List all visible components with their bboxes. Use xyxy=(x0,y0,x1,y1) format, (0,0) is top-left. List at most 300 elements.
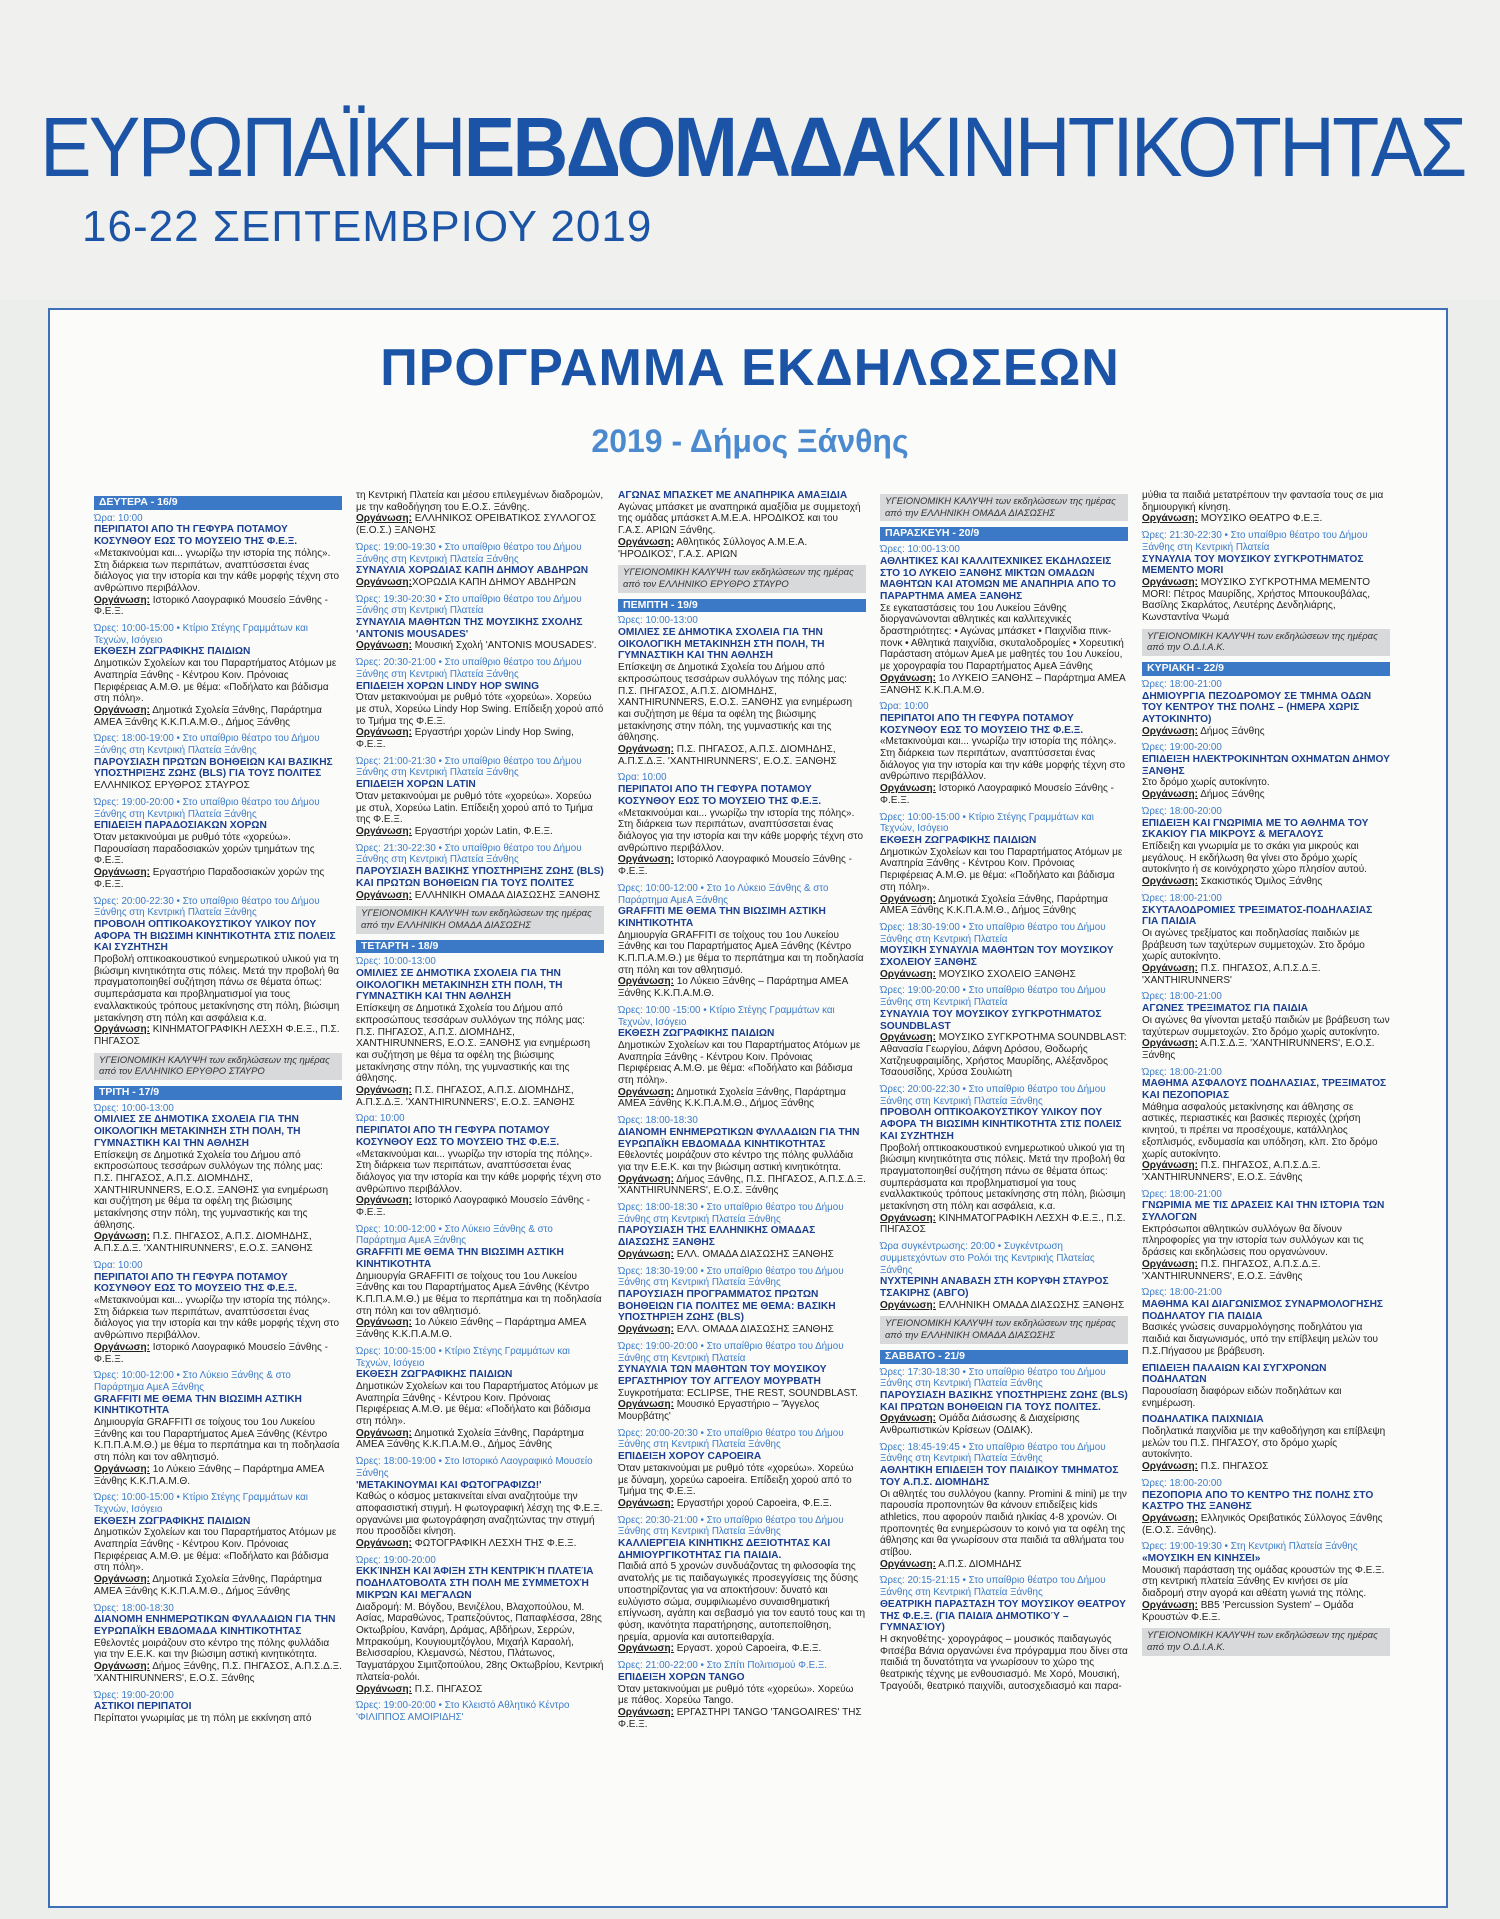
organizer-name: ΕΛΛ. ΟΜΑΔΑ ΔΙΑΣΩΣΗΣ ΞΑΝΘΗΣ xyxy=(673,1248,834,1260)
event-time: Ώρες: 18:30-19:00 • Στο υπαίθριο θέατρο του Δήμου Ξάνθης στη Κεντρική Πλατεία xyxy=(880,921,1106,945)
organizer-name: ΚΙΝΗΜΑΤΟΓΡΑΦΙΚΗ ΛΕΣΧΗ Φ.Ε.Ξ., Π.Σ. ΠΗΓΑΣΟΣ xyxy=(94,1024,340,1047)
event-description: Οι αθλητές του συλλόγου (kanny. Promini & mini) με την παρουσία προπονητών θα κάνουν επιδείξεις kids athletics, που αφορούν παιδιά ηλικίας 4-8 χρονών. Οι προπονητές θα ενημερώσουν το κοινό για τα οφέλη της άθλησης και θα γνωρίσουν στα παιδιά τα αθλήματα του στίβου. xyxy=(880,1488,1127,1559)
event-item xyxy=(94,1690,342,1725)
event-description: «Μετακινούμαι και... γνωρίζω την ιστορία της πόλης». Στη διάρκεια των περιπάτων, αναπτύσσεται ένας διάλογος για την ιστορία και την κάθε μορφής τέχνη στο ανθρώπινο περιβάλλον. xyxy=(356,1148,602,1195)
organizer-label: Οργάνωση: xyxy=(94,1231,150,1243)
program-column-2 xyxy=(356,490,604,1729)
poster-title: ΕΥΡΩΠΑΪΚΗΕΒΔΟΜΑΔΑΚΙΝΗΤΙΚΟΤΗΤΑΣ xyxy=(40,100,1465,194)
event-organizer xyxy=(618,1087,866,1110)
organizer-name: Π.Σ. ΠΗΓΑΣΟΣ, Α.Π.Σ.Δ.Ξ. 'XANTHIRUNNERS', Ε.Ο.Σ. Ξάνθης xyxy=(1142,1258,1321,1282)
event-organizer xyxy=(880,1032,1128,1079)
event-time: Ώρες: 18:00-20:00 xyxy=(1142,1477,1222,1489)
event-organizer xyxy=(356,513,604,536)
event-title: ΑΓΩΝΑΣ ΜΠΑΣΚΕΤ ΜΕ ΑΝΑΠΗΡΙΚΑ ΑΜΑΞΙΔΙΑ xyxy=(618,490,848,501)
organizer-name: Π.Σ. ΠΗΓΑΣΟΣ, Α.Π.Σ.Δ.Ξ. 'XANTHIRUNNERS' xyxy=(1142,963,1321,986)
event-time: Ώρες: 20:30-21:00 • Στο υπαίθριο θέατρο του Δήμου Ξάνθης στη Κεντρική Πλατεία Ξάνθης xyxy=(356,657,582,680)
event-item xyxy=(1142,490,1390,525)
organizer-name: ΜΟΥΣΙΚΟ ΣΧΟΛΕΙΟ ΞΑΝΘΗΣ xyxy=(935,968,1076,980)
event-title: GRAFFITI ΜΕ ΘΕΜΑ ΤΗΝ ΒΙΩΣΙΜΗ ΑΣΤΙΚΗ ΚΙΝΗΤΙΚΟΤΗΤΑ xyxy=(94,1393,302,1417)
event-description: Περίπατοι γνωριμίας με τη πόλη με εκκίνηση από xyxy=(94,1712,312,1724)
organizer-label: Οργάνωση: xyxy=(1142,513,1198,525)
event-title: ΠΡΟΒΟΛΗ ΟΠΤΙΚΟΑΚΟΥΣΤΙΚΟΥ ΥΛΙΚΟΥ ΠΟΥ ΑΦΟΡΑ ΤΗ ΒΙΩΣΙΜΗ ΚΙΝΗΤΙΚΟΤΗΤΑ ΣΤΙΣ ΠΟΛΕΙΣ ΚΑΙ ΣΥΖΗΤΗΣΗ xyxy=(880,1107,1122,1142)
organizer-label: Οργάνωση: xyxy=(618,1643,674,1655)
organizer-label: Οργάνωση: xyxy=(1142,1258,1198,1270)
event-title: ΕΠΙΔΕΙΞΗ ΧΟΡΩΝ TANGO xyxy=(618,1671,745,1683)
event-item xyxy=(94,797,342,891)
organizer-label: Οργάνωση: xyxy=(356,1538,412,1550)
event-title: ΟΜΙΛΙΕΣ ΣΕ ΔΗΜΟΤΙΚΑ ΣΧΟΛΕΙΑ ΓΙΑ ΤΗΝ ΟΙΚΟΛΟΓΙΚΗ ΜΕΤΑΚΙΝΗΣΗ ΣΤΗ ΠΟΛΗ, ΤΗ ΓΥΜΝΑΣΤΙΚΗ ΚΑΙ ΤΗΝ ΑΘΛΗΣΗ xyxy=(618,627,825,662)
organizer-label: Οργάνωση: xyxy=(356,1195,412,1207)
event-item xyxy=(880,922,1128,981)
organizer-label: Οργάνωση: xyxy=(356,889,412,901)
event-time: Ώρες: 17:30-18:30 • Στο υπαίθριο θέατρο του Δήμου Ξάνθης στη Κεντρική Πλατεία Ξάνθης xyxy=(880,1366,1106,1390)
organizer-name: Δημοτικά Σχολεία Ξάνθης, Παράρτημα ΑΜΕΑ Ξάνθης Κ.Κ.Π.Α.Μ.Θ., Δήμος Ξάνθης xyxy=(880,893,1108,917)
event-title: ΚΑΛΛΙΕΡΓΕΙΑ ΚΙΝΗΤΙΚΗΣ ΔΕΞΙΟΤΗΤΑΣ ΚΑΙ ΔΗΜΙΟΥΡΓΙΚΟΤΗΤΑΣ ΓΙΑ ΠΑΙΔΙΑ. xyxy=(618,1538,831,1561)
event-time: Ώρες: 18:00-19:00 • Στο Ιστορικό Λαογραφικό Μουσείο Ξάνθης xyxy=(356,1456,593,1479)
organizer-label: Οργάνωση: xyxy=(1142,1599,1198,1611)
organizer-name: Εργαστ. χορού Capoeira, Φ.Ε.Ξ. xyxy=(673,1643,822,1655)
event-organizer xyxy=(356,727,604,750)
event-time: Ώρες: 21:30-22:30 • Στο υπαίθριο θέατρο του Δήμου Ξάνθης στη Κεντρική Πλατεία xyxy=(1142,530,1368,553)
event-time: Ώρες: 20:15-21:15 • Στο υπαίθριο θέατρο του Δήμου Ξάνθης στη Κεντρική Πλατεία Ξάνθης xyxy=(880,1575,1106,1599)
event-description: Όταν μετακινούμαι με ρυθμό τότε «χορεύω». Χορεύω με δύναμη, χορεύω capoeira. Επίδειξη χορού από το Τμήμα της Φ.Ε.Ξ. xyxy=(618,1462,854,1498)
poster-header xyxy=(0,0,1500,300)
coverage-note: ΥΓΕΙΟΝΟΜΙΚΗ ΚΑΛΥΨΗ των εκδηλώσεων της ημέρας από την Ο.Δ.Ι.Α.Κ. xyxy=(1142,1628,1390,1655)
organizer-name: Δημοτικά Σχολεία Ξάνθης, Παράρτημα ΑΜΕΑ Ξάνθης Κ.Κ.Π.Α.Μ.Θ., Δήμος Ξάνθης xyxy=(618,1086,846,1110)
event-time: Ώρες: 10:00-13:00 xyxy=(880,544,960,556)
event-description: Επίδειξη και γνωριμία με το σκάκι για μικρούς και μεγάλους. Η εκδήλωση θα γίνει στο δρόμο χωρίς αυτοκίνητο ή σε κοινόχρηστο χώρο πλησίον αυτού. xyxy=(1142,840,1367,876)
event-title: GRAFFITI ΜΕ ΘΕΜΑ ΤΗΝ ΒΙΩΣΙΜΗ ΑΣΤΙΚΗ ΚΙΝΗΤΙΚΟΤΗΤΑ xyxy=(356,1247,564,1270)
program-column-4 xyxy=(880,490,1128,1698)
event-title: ΟΜΙΛΙΕΣ ΣΕ ΔΗΜΟΤΙΚΑ ΣΧΟΛΕΙΑ ΓΙΑ ΤΗΝ ΟΙΚΟΛΟΓΙΚΗ ΜΕΤΑΚΙΝΗΣΗ ΣΤΗ ΠΟΛΗ, ΤΗ ΓΥΜΝΑΣΤΙΚΗ ΚΑΙ ΤΗΝ ΑΘΛΗΣΗ xyxy=(94,1114,301,1149)
organizer-name: Σκακιστικός Όμιλος Ξάνθης xyxy=(1197,876,1323,888)
program-title: ΠΡΟΓΡΑΜΜΑ ΕΚΔΗΛΩΣΕΩΝ xyxy=(380,339,1120,397)
event-time: Ώρες: 18:00-21:00 xyxy=(1142,678,1222,690)
event-item xyxy=(880,1241,1128,1311)
event-organizer xyxy=(356,1428,604,1451)
event-item xyxy=(880,812,1128,917)
event-item xyxy=(1142,1363,1390,1410)
event-title: ΑΣΤΙΚΟΙ ΠΕΡΙΠΑΤΟΙ xyxy=(94,1701,192,1713)
organizer-name: Εργαστήριο Παραδοσιακών χορών της Φ.Ε.Ξ. xyxy=(94,867,325,890)
event-title: ΠΕΡΙΠΑΤΟΙ ΑΠΟ ΤΗ ΓΕΦΥΡΑ ΠΟΤΑΜΟΥ ΚΟΣΥΝΘΟΥ ΕΩΣ ΤΟ ΜΟΥΣΕΙΟ ΤΗΣ Φ.Ε.Ξ. xyxy=(880,712,1084,736)
event-title: ΕΠΙΔΕΙΞΗ ΠΑΡΑΔΟΣΙΑΚΩΝ ΧΟΡΩΝ xyxy=(94,820,267,832)
event-description: Επίσκεψη σε Δημοτικά Σχολεία του Δήμου από εκπροσώπους τεσσάρων συλλόγων της πόλης μας: Π.Σ. ΠΗΓΑΣΟΣ, Α.Π.Σ. ΔΙΟΜΗΔΗΣ, XANTHIRUNNERS, Ε.Ο.Σ. ΞΑΝΘΗΣ για ενημέρωση και συζήτηση με θέμα τα οφέλη της βιώσιμης μετακίνησης στην πόλη, της γυμναστικής και της άθλησης. xyxy=(94,1149,329,1231)
event-description: Προβολή οπτικοακουστικού ενημερωτικού υλικού για τη βιώσιμη κινητικότητα στις πόλεις. Μετά την προβολή θα πραγματοποιηθεί συζήτηση πάνω σε θέματα όπως: συμπεράσματα και προβληματισμοί για τους εναλλακτικούς τρόπους μετακίνησης στη πόλη, βιώσιμη μετακίνηση στη πόλη και ασφάλεια, κ.α. xyxy=(880,1142,1126,1213)
event-time: Ώρες: 19:00-20:00 • Στο Κλειστό Αθλητικό Κέντρο 'ΦΙΛΙΠΠΟΣ ΑΜΟΙΡΙΔΗΣ' xyxy=(356,1700,570,1723)
organizer-label: Οργάνωση: xyxy=(880,1212,936,1224)
organizer-label: Οργάνωση: xyxy=(356,640,412,652)
event-time: Ώρες: 20:00-22:30 • Στο υπαίθριο θέατρο του Δήμου Ξάνθης στη Κεντρική Πλατεία Ξάνθης xyxy=(880,1084,1106,1107)
organizer-name: 1ο Λύκειο Ξάνθης – Παράρτημα ΑΜΕΑ Ξάνθης Κ.Κ.Π.Α.Μ.Θ. xyxy=(94,1463,324,1487)
event-organizer xyxy=(880,894,1128,917)
event-description: Δημοτικών Σχολείων και του Παραρτήματος Ατόμων με Αναπηρία Ξάνθης - Κέντρου Κοιν. Πρόνοιας Περιφέρειας Α.Μ.Θ. με θέμα: «Ποδήλατο και βάδισμα στη πόλη». xyxy=(94,658,337,705)
event-item xyxy=(356,1555,604,1695)
event-description: Οι αγώνες θα γίνονται μεταξύ παιδιών με βράβευση των ταχύτερων συμμετοχών. Στο δρόμο χωρίς αυτοκίνητο. xyxy=(1142,1014,1390,1038)
event-organizer xyxy=(1142,1259,1390,1282)
event-organizer xyxy=(356,577,604,589)
event-organizer xyxy=(618,1707,866,1730)
program-column-3 xyxy=(618,490,866,1735)
event-item xyxy=(618,883,866,1000)
event-item xyxy=(94,623,342,728)
event-item xyxy=(1142,1067,1390,1184)
organizer-name: ΦΩΤΟΓΡΑΦΙΚΗ ΛΕΣΧΗ ΤΗΣ Φ.Ε.Ξ. xyxy=(411,1538,577,1550)
event-item xyxy=(880,544,1128,696)
event-item xyxy=(1142,1414,1390,1473)
organizer-label: Οργάνωση: xyxy=(1142,1160,1198,1172)
organizer-name: Π.Σ. ΠΗΓΑΣΟΣ, Α.Π.Σ. ΔΙΟΜΗΔΗΣ, Α.Π.Σ.Δ.Ξ. 'XANTHIRUNNERS', Ε.Ο.Σ. ΞΑΝΘΗΣ xyxy=(356,1085,575,1108)
organizer-name: Δήμος Ξάνθης, Π.Σ. ΠΗΓΑΣΟΣ, Α.Π.Σ.Δ.Ξ. 'XANTHIRUNNERS', Ε.Ο.Σ. Ξάνθης xyxy=(618,1173,866,1197)
event-time: Ώρες: 20:30-21:00 • Στο υπαίθριο θέατρο του Δήμου Ξάνθης στη Κεντρική Πλατεία Ξάνθης xyxy=(618,1514,844,1538)
coverage-note: ΥΓΕΙΟΝΟΜΙΚΗ ΚΑΛΥΨΗ των εκδηλώσεων της ημέρας από την ΕΛΛΗΝΙΚΗ ΟΜΑΔΑ ΔΙΑΣΩΣΗΣ xyxy=(880,1316,1128,1343)
event-time: Ώρες: 10:00-15:00 • Κτίριο Στέγης Γραμμάτων και Τεχνών, Ισόγειο xyxy=(94,1492,308,1515)
event-item xyxy=(618,1266,866,1336)
organizer-name: Ιστορικό Λαογραφικό Μουσείο Ξάνθης - Φ.Ε.Ξ. xyxy=(880,783,1114,806)
event-item xyxy=(880,1367,1128,1437)
event-organizer xyxy=(880,1300,1128,1312)
organizer-name: ΕΛΛΗΝΙΚΟΣ ΟΡΕΙΒΑΤΙΚΟΣ ΣΥΛΛΟΓΟΣ (Ε.Ο.Σ.) ΞΑΝΘΗΣ xyxy=(356,513,597,537)
organizer-label: Οργάνωση: xyxy=(356,576,412,588)
coverage-note: ΥΓΕΙΟΝΟΜΙΚΗ ΚΑΛΥΨΗ των εκδηλώσεων της ημέρας από την ΕΛΛΗΝΙΚΗ ΟΜΑΔΑ ΔΙΑΣΩΣΗΣ xyxy=(356,906,604,933)
event-time: Ώρες: 10:00-13:00 xyxy=(618,615,698,627)
event-description: Στο δρόμο χωρίς αυτοκίνητο. xyxy=(1142,777,1270,789)
event-title: ΑΘΛΗΤΙΚΕΣ ΚΑΙ ΚΑΛΛΙΤΕΧΝΙΚΕΣ ΕΚΔΗΛΩΣΕΙΣ ΣΤΟ 1Ο ΛΥΚΕΙΟ ΞΑΝΘΗΣ ΜΙΚΤΩΝ ΟΜΑΔΩΝ ΜΑΘΗΤΩΝ ΚΑΙ ΑΤΟΜΩΝ ΜΕ ΑΝΑΠΗΡΙΑ ΑΠΟ ΤΟ ΠΑΡΑΡΤΗΜΑ ΑΜΕΑ ΞΑΝΘΗΣ xyxy=(880,555,1116,602)
event-item xyxy=(94,513,342,618)
organizer-label: Οργάνωση: xyxy=(618,1706,674,1718)
event-title: ΜΑΘΗΜΑ ΑΣΦΑΛΟΥΣ ΠΟΔΗΛΑΣΙΑΣ, ΤΡΕΞΙΜΑΤΟΣ ΚΑΙ ΠΕΖΟΠΟΡΙΑΣ xyxy=(1142,1078,1387,1102)
event-organizer xyxy=(618,1643,866,1655)
event-organizer xyxy=(618,1324,866,1336)
event-title: 'ΜΕΤΑΚΙΝΟΥΜΑΙ ΚΑΙ ΦΩΤΟΓΡΑΦΙΖΩ!' xyxy=(356,1479,542,1491)
event-organizer xyxy=(880,1413,1128,1436)
program-columns xyxy=(94,490,1424,1890)
event-time: Ώρες: 18:00-18:30 • Στο υπαίθριο θέατρο του Δήμου Ξάνθης στη Κεντρική Πλατεία Ξάνθης xyxy=(618,1202,844,1225)
organizer-name: Π.Σ. ΠΗΓΑΣΟΣ, Α.Π.Σ. ΔΙΟΜΗΔΗΣ, Α.Π.Σ.Δ.Ξ. 'XANTHIRUNNERS', Ε.Ο.Σ. ΞΑΝΘΗΣ xyxy=(94,1231,313,1255)
organizer-name: Δημοτικά Σχολεία Ξάνθης, Παράρτημα ΑΜΕΑ Ξάνθης Κ.Κ.Π.Α.Μ.Θ., Δήμος Ξάνθης xyxy=(356,1427,584,1451)
event-time: Ώρες: 18:00-20:00 xyxy=(1142,805,1222,817)
organizer-label: Οργάνωση: xyxy=(94,867,150,879)
event-description: Καθώς ο κόσμος μετακινείται είναι αναζητούμε την αποφασιστική στιγμή. Η φωτογραφική λέσχη της Φ.Ε.Ξ. οργανώνει μια φωτογράφηση αναζητώντας την στιγμή που προσδίδει κίνηση. xyxy=(356,1491,603,1538)
event-time: Ώρες: 21:30-22:30 • Στο υπαίθριο θέατρο του Δήμου Ξάνθης στη Κεντρική Πλατεία Ξάνθης xyxy=(356,842,582,866)
event-description: Όταν μετακινούμαι με ρυθμό τότε «χορεύω». Χορεύω με στυλ, Χορεύω Lindy Hop Swing. Επίδειξη χορού από το Τμήμα της Φ.Ε.Ξ. xyxy=(356,692,604,727)
organizer-name: Ιστορικό Λαογραφικό Μουσείο Ξάνθης - Φ.Ε.Ξ. xyxy=(356,1195,590,1219)
event-item xyxy=(618,1660,866,1730)
event-organizer xyxy=(1142,513,1390,525)
event-organizer xyxy=(94,1024,342,1047)
event-title: ΠΑΡΟΥΣΙΑΣΗ ΤΗΣ ΕΛΛΗΝΙΚΗΣ ΟΜΑΔΑΣ ΔΙΑΣΩΣΗΣ ΞΑΝΘΗΣ xyxy=(618,1225,816,1249)
event-item xyxy=(618,1341,866,1423)
event-organizer xyxy=(94,595,342,618)
organizer-name: ΕΛΛ. ΟΜΑΔΑ ΔΙΑΣΩΣΗΣ ΞΑΝΘΗΣ xyxy=(673,1324,834,1336)
organizer-name: Δημοτικά Σχολεία Ξάνθης, Παράρτημα ΑΜΕΑ Ξάνθης Κ.Κ.Π.Α.Μ.Θ., Δήμος Ξάνθης xyxy=(94,1574,322,1597)
event-item xyxy=(1142,530,1390,624)
event-description: «Μετακινούμαι και... γνωρίζω την ιστορία της πόλης». Στη διάρκεια των περιπάτων, αναπτύσσεται ένας διάλογος για την ιστορία και την κάθε μορφής τέχνη στο ανθρώπινο περιβάλλον. xyxy=(880,736,1126,783)
event-description: Δημιουργία GRAFFITI σε τοίχους του 1ου Λυκείου Ξάνθης και του Παραρτήματος ΑμεΑ Ξάνθης (Κέντρο Κ.Π.Π.Α.Μ.Θ.) με θέμα το περπάτημα και τη ποδηλασία στη πόλη και τον αθλητισμό. xyxy=(94,1417,340,1464)
organizer-label: Οργάνωση: xyxy=(94,1463,150,1475)
day-header: ΤΡΙΤΗ - 17/9 xyxy=(94,1086,342,1100)
organizer-name: 1ο Λύκειο Ξάνθης – Παράρτημα ΑΜΕΑ Ξάνθης Κ.Κ.Π.Α.Μ.Θ. xyxy=(356,1317,586,1341)
event-time: Ώρες: 19:30-20:30 • Στο υπαίθριο θέατρο του Δήμου Ξάνθης στη Κεντρική Πλατεία xyxy=(356,593,582,617)
event-item xyxy=(880,985,1128,1079)
event-time: Ώρες: 19:00-20:00 • Στο υπαίθριο θέατρο του Δήμου Ξάνθης στη Κεντρική Πλατεία xyxy=(880,985,1106,1009)
event-item xyxy=(94,1260,342,1365)
event-organizer xyxy=(1142,963,1390,986)
event-organizer xyxy=(618,1249,866,1261)
event-time: Ώρες: 19:00-20:00 • Στο υπαίθριο θέατρο του Δήμου Ξάνθης στη Κεντρική Πλατεία Ξάνθης xyxy=(94,796,320,820)
event-title: ΕΚΘΕΣΗ ΖΩΓΡΑΦΙΚΗΣ ΠΑΙΔΙΩΝ xyxy=(356,1369,513,1381)
event-description: Όταν μετακινούμαι με ρυθμό τότε «χορεύω». Παρουσίαση παραδοσιακών χορών τμημάτων της Φ.Ε.Ξ. xyxy=(94,831,315,867)
organizer-label: Οργάνωση: xyxy=(94,1661,150,1673)
organizer-label: Οργάνωση: xyxy=(618,1324,674,1336)
organizer-label: Οργάνωση: xyxy=(1142,725,1198,737)
event-item xyxy=(356,490,604,537)
event-item xyxy=(618,772,866,877)
organizer-label: Οργάνωση: xyxy=(94,1341,150,1353)
organizer-name: Α.Π.Σ. ΔΙΟΜΗΔΗΣ xyxy=(935,1558,1022,1570)
organizer-label: Οργάνωση: xyxy=(880,783,936,795)
event-title: ΔΗΜΙΟΥΡΓΙΑ ΠΕΖΟΔΡΟΜΟΥ ΣΕ ΤΜΗΜΑ ΟΔΩΝ ΤΟΥ ΚΕΝΤΡΟΥ ΤΗΣ ΠΟΛΗΣ – (ΗΜΕΡΑ ΧΩΡΙΣ ΑΥΤΟΚΙΝΗΤΟ) xyxy=(1142,690,1372,725)
event-item xyxy=(618,615,866,767)
event-item xyxy=(356,657,604,751)
organizer-name: Εργαστήρι χορού Capoeira, Φ.Ε.Ξ. xyxy=(673,1497,832,1509)
event-item xyxy=(94,896,342,1048)
event-description: Προβολή οπτικοακουστικού ενημερωτικού υλικού για τη βιώσιμη κινητικότητα στις πόλεις. Μετά την προβολή θα πραγματοποιηθεί συζήτηση πάνω σε θέματα όπως: συμπεράσματα και προβληματισμοί για τους εναλλακτικούς τρόπους μετακίνησης στη πόλη, βιώσιμη μετακίνηση στη πόλη και ασφάλεια κ.α. xyxy=(94,954,340,1024)
event-organizer xyxy=(880,673,1128,696)
event-organizer xyxy=(618,976,866,999)
organizer-name: ΜΟΥΣΙΚΟ ΣΥΓΚΡΟΤΗΜΑ MEMENTO MORI: Πέτρος Μαυρίδης, Χρήστος Μπουκουβάλας, Βασίλης Σκαρλάτος, Λευτέρης Δενδηλιάρης, Κωνσταντίνα Ψωμά xyxy=(1142,576,1371,624)
event-organizer xyxy=(618,1174,866,1197)
organizer-label: Οργάνωση: xyxy=(1142,789,1198,801)
event-organizer xyxy=(94,1231,342,1254)
organizer-name: Δημοτικά Σχολεία Ξάνθης, Παράρτημα ΑΜΕΑ Ξάνθης Κ.Κ.Π.Α.Μ.Θ., Δήμος Ξάνθης xyxy=(94,704,322,728)
event-item xyxy=(880,1442,1128,1571)
event-item xyxy=(356,594,604,653)
event-time: Ώρες: 19:00-20:00 xyxy=(356,1554,436,1566)
organizer-name: ΕΡΓΑΣΤΗΡΙ TANGO 'TANGOAIRES' ΤΗΣ Φ.Ε.Ξ. xyxy=(618,1706,862,1730)
event-description: Επίσκεψη σε Δημοτικά Σχολεία του Δήμου από εκπροσώπους τεσσάρων συλλόγων της πόλης μας: Π.Σ. ΠΗΓΑΣΟΣ, Α.Π.Σ. ΔΙΟΜΗΔΗΣ, XANTHIRUNNERS, Ε.Ο.Σ. ΞΑΝΘΗΣ για ενημέρωση και συζήτηση με θέμα τα οφέλη της βιώσιμης μετακίνησης στην πόλη, της γυμναστικής και της άθλησης. xyxy=(618,662,853,744)
organizer-label: Οργάνωση: xyxy=(94,594,150,606)
organizer-label: Οργάνωση: xyxy=(618,1086,674,1098)
event-title: ΠΑΡΟΥΣΙΑΣΗ ΠΡΟΓΡΑΜΜΑΤΟΣ ΠΡΩΤΩΝ ΒΟΗΘΕΙΩΝ ΓΙΑ ΠΟΛΙΤΕΣ ΜΕ ΘΕΜΑ: ΒΑΣΙΚΗ ΥΠΟΣΤΗΡΙΞΗ ΖΩΗΣ (BLS) xyxy=(618,1289,836,1324)
event-title: ΓΝΩΡΙΜΙΑ ΜΕ ΤΙΣ ΔΡΑΣΕΙΣ ΚΑΙ ΤΗΝ ΙΣΤΟΡΙΑ ΤΩΝ ΣΥΛΛΟΓΩΝ xyxy=(1142,1200,1385,1224)
organizer-label: Οργάνωση: xyxy=(880,1413,936,1425)
event-organizer xyxy=(1142,1600,1390,1623)
event-item xyxy=(94,733,342,792)
event-item xyxy=(356,956,604,1108)
event-time: Ώρα: 10:00 xyxy=(356,1113,405,1125)
day-header: ΚΥΡΙΑΚΗ - 22/9 xyxy=(1142,662,1390,676)
event-title: ΜΑΘΗΜΑ ΚΑΙ ΔΙΑΓΩΝΙΣΜΟΣ ΣΥΝΑΡΜΟΛΟΓΗΣΗΣ ΠΟΔΗΛΑΤΟΥ ΓΙΑ ΠΑΙΔΙΑ xyxy=(1142,1299,1384,1322)
event-time: Ώρα συγκέντρωσης: 20:00 • Συγκέντρωση συμμετεχόντων στο Ρολόι της Κεντρικής Πλατείας Ξάνθης xyxy=(880,1241,1095,1276)
event-time: Ώρες: 10:00-13:00 xyxy=(94,1102,174,1114)
event-time: Ώρες: 18:00-21:00 xyxy=(1142,1066,1222,1078)
event-time: Ώρες: 19:00-20:00 xyxy=(1142,742,1222,754)
event-time: Ώρες: 19:00-20:00 xyxy=(94,1689,174,1701)
coverage-note: ΥΓΕΙΟΝΟΜΙΚΗ ΚΑΛΥΨΗ των εκδηλώσεων της ημέρας από τον ΕΛΛΗΝΙΚΟ ΕΡΥΘΡΟ ΣΤΑΥΡΟ xyxy=(618,565,866,592)
day-header: ΠΑΡΑΣΚΕΥΗ - 20/9 xyxy=(880,527,1128,541)
event-item xyxy=(94,1492,342,1597)
event-description: Εθελοντές μοιράζουν στο κέντρο της πόλης φυλλάδια για την Ε.Ε.Κ. και την βιώσιμη αστική κινητικότητα. xyxy=(94,1637,330,1661)
event-organizer xyxy=(880,1559,1128,1571)
organizer-label: Οργάνωση: xyxy=(618,536,674,548)
event-time: Ώρες: 18:30-19:00 • Στο υπαίθριο θέατρο του Δήμου Ξάνθης στη Κεντρική Πλατεία Ξάνθης xyxy=(618,1265,844,1289)
organizer-name: 1ο ΛΥΚΕΙΟ ΞΑΝΘΗΣ – Παράρτημα ΑΜΕΑ ΞΑΝΘΗΣ Κ.Κ.Π.Α.Μ.Θ. xyxy=(880,672,1126,696)
event-organizer xyxy=(356,1317,604,1340)
event-title: ΘΕΑΤΡΙΚΗ ΠΑΡΑΣΤΑΣΗ ΤΟΥ ΜΟΥΣΙΚΟΥ ΘΕΑΤΡΟΥ ΤΗΣ Φ.Ε.Ξ. (ΓΙΑ ΠΑΙΔΙΆ ΔΗΜΟΤΙΚΟΎ – ΓΥΜΝΑΣΊΟΥ) xyxy=(880,1598,1126,1634)
event-description: Δημοτικών Σχολείων και του Παραρτήματος Ατόμων με Αναπηρία Ξάνθης - Κέντρου Κοιν. Πρόνοιας Περιφέρειας Α.Μ.Θ. με θέμα: «Ποδήλατο και βάδισμα στη πόλη». xyxy=(618,1039,861,1087)
organizer-name: ΕΛΛΗΝΙΚΟΣ ΕΡΥΘΡΟΣ ΣΤΑΥΡΟΣ xyxy=(94,780,250,792)
event-organizer xyxy=(94,705,342,728)
event-time: Ώρα: 10:00 xyxy=(94,1259,143,1271)
event-item xyxy=(618,1115,866,1197)
event-organizer xyxy=(356,1684,604,1696)
organizer-label: Οργάνωση: xyxy=(356,727,412,739)
organizer-label: Οργάνωση: xyxy=(880,1032,936,1044)
event-description: Αγώνας μπάσκετ με αναπηρικά αμαξίδια με συμμετοχή της ομάδας μπάσκετ Α.Μ.Ε.Α. ΗΡΟΔΙΚΟΣ και του Γ.Α.Σ. ΑΡΙΩΝ Ξάνθης. xyxy=(618,501,861,537)
event-time: Ώρες: 18:00-18:30 xyxy=(618,1115,698,1127)
event-description: «Μετακινούμαι και... γνωρίζω την ιστορία της πόλης». Στη διάρκεια των περιπάτων, αναπτύσσεται ένας διάλογος για την ιστορία και την κάθε μορφής τέχνη στο ανθρώπινο περιβάλλον. xyxy=(618,807,864,854)
event-description: «Μετακινούμαι και... γνωρίζω την ιστορία της πόλης». Στη διάρκεια των περιπάτων, αναπτύσσεται ένας διάλογος για την ιστορία και την κάθε μορφής τέχνη στο ανθρώπινο περιβάλλον. xyxy=(94,1295,340,1342)
organizer-label: Οργάνωση: xyxy=(618,1497,674,1509)
event-description: Βασικές γνώσεις συναρμολόγησης ποδηλάτου για παιδιά και διαγωνισμός, υπό την επίβλεψη μελών του Π.Σ.Πήγασου με βράβευση. xyxy=(1142,1322,1378,1357)
event-time: Ώρες: 18:00-21:00 xyxy=(1142,991,1222,1003)
program-column-5 xyxy=(1142,490,1390,1662)
day-header: ΣΑΒΒΑΤΟ - 21/9 xyxy=(880,1350,1128,1364)
event-time: Ώρες: 10:00-13:00 xyxy=(356,956,436,968)
organizer-label: Οργάνωση: xyxy=(1142,963,1198,975)
event-time: Ώρες: 18:00-19:00 • Στο υπαίθριο θέατρο του Δήμου Ξάνθης στη Κεντρική Πλατεία Ξάνθης xyxy=(94,733,320,757)
event-organizer xyxy=(1142,1461,1390,1473)
event-organizer xyxy=(94,1464,342,1487)
event-organizer xyxy=(356,1538,604,1550)
organizer-label: Οργάνωση: xyxy=(618,1173,674,1185)
organizer-label: Οργάνωση: xyxy=(356,1085,412,1097)
organizer-label: Οργάνωση: xyxy=(618,854,674,866)
event-title: ΠΑΡΟΥΣΙΑΣΗ ΒΑΣΙΚΗΣ ΥΠΟΣΤΗΡΙΞΗΣ ΖΩΗΣ (BLS) ΚΑΙ ΠΡΩΤΩΝ ΒΟΗΘΕΙΩΝ ΓΙΑ ΤΟΥΣ ΠΟΛΙΤΕΣ xyxy=(356,866,604,889)
day-header: ΠΕΜΠΤΗ - 19/9 xyxy=(618,599,866,613)
event-time: Ώρες: 20:00-22:30 • Στο υπαίθριο θέατρο του Δήμου Ξάνθης στη Κεντρική Πλατεία Ξάνθης xyxy=(94,895,320,919)
organizer-name: Π.Σ. ΠΗΓΑΣΟΣ, Α.Π.Σ.Δ.Ξ. 'XANTHIRUNNERS', Ε.Ο.Σ. Ξάνθης xyxy=(1142,1160,1321,1183)
event-item xyxy=(356,1113,604,1218)
event-item xyxy=(618,1202,866,1261)
event-item xyxy=(1142,1287,1390,1357)
event-item xyxy=(94,1370,342,1487)
event-organizer xyxy=(94,1661,342,1684)
organizer-name: Εργαστήρι χορών Latin, Φ.Ε.Ξ. xyxy=(411,825,553,837)
event-title: ΕΠΙΔΕΙΞΗ ΗΛΕΚΤΡΟΚΙΝΗΤΩΝ ΟΧΗΜΑΤΩΝ ΔΗΜΟΥ ΞΑΝΘΗΣ xyxy=(1142,754,1390,777)
event-title: ΠΟΔΗΛΑΤΙΚΑ ΠΑΙΧΝΙΔΙΑ xyxy=(1142,1414,1264,1426)
event-title: ΑΘΛΗΤΙΚΗ ΕΠΙΔΕΙΞΗ ΤΟΥ ΠΑΙΔΙΚΟΥ ΤΜΗΜΑΤΟΣ ΤΟΥ Α.Π.Σ. ΔΙΟΜΗΔΗΣ xyxy=(880,1465,1119,1488)
event-time: Ώρες: 10:00-15:00 • Κτίριο Στέγης Γραμμάτων και Τεχνών, Ισόγειο xyxy=(94,623,308,646)
organizer-label: Οργάνωση: xyxy=(618,1399,674,1411)
organizer-label: Οργάνωση: xyxy=(1142,1461,1198,1473)
organizer-name: ΜΟΥΣΙΚΟ ΣΥΓΚΡΟΤΗΜΑ SOUNDBLAST: Αθανασία Γεωργίου, Δάφνη Δρόσου, Θοδωρής Χατζηευφραιμίδης, Χρήστος Μαυρίδης, Αλέξανδρος Τσαουσίδης, Χρύσα Σουλιώτη xyxy=(880,1032,1127,1079)
event-time: Ώρες: 18:00-21:00 xyxy=(1142,1287,1222,1299)
event-title: ΕΚΚΊΝΗΣΗ ΚΑΙ ΆΦΙΞΗ ΣΤΗ ΚΕΝΤΡΙΚΉ ΠΛΑΤΕΊΑ ΠΟΔΗΛΑΤΟΒΟΛΤΑ ΣΤΗ ΠΟΛΗ ΜΕ ΣΥΜΜΕΤΟΧΉ ΜΙΚΡΏΝ ΚΑΙ ΜΕΓΆΛΩΝ xyxy=(356,1566,594,1601)
event-description: Η σκηνοθέτης- χορογράφος – μουσικός παιδαγωγός Φιτσέβα Βάνια οργανώνει ένα πρόγραμμα που δίνει στα παιδιά τη δυνατότητα να γνωρίσουν το χώρο της θεατρικής τέχνης με ενθουσιασμό. Με Χορό, Μουσική, Τραγούδι, θεατρικό παιχνίδι, αυτοσχεδιασμό και παρα- xyxy=(880,1633,1128,1692)
event-item xyxy=(94,1103,342,1255)
organizer-label: Οργάνωση: xyxy=(1142,876,1198,888)
organizer-name: ΕΛΛΗΝΙΚΗ ΟΜΑΔΑ ΔΙΑΣΩΣΗΣ ΞΑΝΘΗΣ xyxy=(935,1299,1125,1311)
organizer-name: Δήμος Ξάνθης, Π.Σ. ΠΗΓΑΣΟΣ, Α.Π.Σ.Δ.Ξ. 'XANTHIRUNNERS', Ε.Ο.Σ. Ξάνθης xyxy=(94,1661,342,1684)
event-description: μύθια τα παιδιά μετατρέπουν την φαντασία τους σε μια δημιουργική κίνηση. xyxy=(1142,490,1384,513)
organizer-label: Οργάνωση: xyxy=(356,1317,412,1329)
event-description: Δημιουργία GRAFFITI σε τοίχους του 1ου Λυκείου Ξάνθης και του Παραρτήματος ΑμεΑ Ξάνθης (Κέντρο Κ.Π.Π.Α.Μ.Θ.) με θέμα το περπάτημα και τη ποδηλασία στη πόλη και τον αθλητισμό. xyxy=(618,929,864,976)
event-title: ΕΠΙΔΕΙΞΗ ΧΟΡΩΝ LATIN xyxy=(356,779,476,791)
event-title: ΣΥΝΑΥΛΙΑ ΤΟΥ ΜΟΥΣΙΚΟΥ ΣΥΓΚΡΟΤΗΜΑΤΟΣ MEMENTO MORI xyxy=(1142,553,1364,577)
event-organizer xyxy=(880,969,1128,981)
organizer-label: Οργάνωση: xyxy=(880,968,936,980)
event-organizer xyxy=(356,826,604,838)
event-organizer xyxy=(1142,876,1390,888)
organizer-label: Οργάνωση: xyxy=(1142,1038,1198,1050)
event-organizer xyxy=(94,1342,342,1365)
organizer-label: Οργάνωση: xyxy=(880,1299,936,1311)
event-item xyxy=(356,843,604,902)
event-title: ΠΡΟΒΟΛΗ ΟΠΤΙΚΟΑΚΟΥΣΤΙΚΟΥ ΥΛΙΚΟΥ ΠΟΥ ΑΦΟΡΑ ΤΗ ΒΙΩΣΙΜΗ ΚΙΝΗΤΙΚΟΤΗΤΑ ΣΤΙΣ ΠΟΛΕΙΣ ΚΑΙ ΣΥΖΗΤΗΣΗ xyxy=(94,918,336,954)
event-item xyxy=(880,701,1128,806)
event-title: ΔΙΑΝΟΜΗ ΕΝΗΜΕΡΩΤΙΚΩΝ ΦΥΛΛΑΔΙΩΝ ΓΙΑ ΤΗΝ ΕΥΡΩΠΑΪΚΗ ΕΒΔΟΜΑΔΑ ΚΙΝΗΤΙΚΟΤΗΤΑΣ xyxy=(94,1614,336,1637)
organizer-label: Οργάνωση: xyxy=(356,825,412,837)
organizer-label: Οργάνωση: xyxy=(356,1427,412,1439)
organizer-name: ΕΛΛΗΝΙΚΗ ΟΜΑΔΑ ΔΙΑΣΩΣΗΣ ΞΑΝΘΗΣ xyxy=(411,889,601,901)
event-title: ΕΚΘΕΣΗ ΖΩΓΡΑΦΙΚΗΣ ΠΑΙΔΙΩΝ xyxy=(94,646,251,658)
event-description: Μάθημα ασφαλούς μετακίνησης και άθλησης σε αστικές, περιαστικές και βασικές περιοχές (χρήση κινητού, τι πρέπει να προσέχουμε, κατάλληλος εξοπλισμός, ενδυμασία και υπόδηση, κλπ. Στο δρόμο χωρίς αυτοκίνητο. xyxy=(1142,1101,1378,1160)
event-item xyxy=(356,756,604,838)
event-time: Ώρες: 20:00-20:30 • Στο υπαίθριο θέατρο του Δήμου Ξάνθης στη Κεντρική Πλατεία Ξάνθης xyxy=(618,1427,844,1451)
event-organizer xyxy=(94,780,342,792)
poster-dates: 16-22 ΣΕΠΤΕΜΒΡΙΟΥ 2019 xyxy=(82,202,653,251)
event-item xyxy=(880,1084,1128,1236)
organizer-name: Ομάδα Διάσωσης & Διαχείρισης Ανθρωπιστικών Κρίσεων (ΟΔΙΑΚ). xyxy=(880,1413,1080,1437)
event-time: Ώρες: 21:00-21:30 • Στο υπαίθριο θέατρο του Δήμου Ξάνθης στη Κεντρική Πλατεία Ξάνθης xyxy=(356,755,582,779)
event-organizer xyxy=(880,1213,1128,1236)
event-organizer xyxy=(618,1399,866,1422)
organizer-name: Εργαστήρι χορών Lindy Hop Swing, Φ.Ε.Ξ. xyxy=(356,727,574,751)
event-description: Παιδιά από 5 χρονών συνδυάζοντας τη φιλοσοφία της ανατολής με τις παιδαγωγικές προσεγγίσεις της δύσης υποστηρίζοντας για να αποκτήσουν: δυνατό και ευλύγιστο σώμα, συμφιλιωμένο συναισθηματική επίγνωση, αγάπη και σεβασμό για τον εαυτό τους και τη φύση, ικανότητα παρατήρησης, αυτοπεποίθηση, ηρεμία, αρμονία και αυτοπειθαρχία. xyxy=(618,1561,866,1643)
event-organizer xyxy=(356,1195,604,1218)
event-title: ΣΥΝΑΥΛΙΑ ΤΩΝ ΜΑΘΗΤΩΝ ΤΟΥ ΜΟΥΣΙΚΟΥ ΕΡΓΑΣΤΗΡΙΟΥ ΤΟΥ ΑΓΓΕΛΟΥ ΜΟΥΡΒΑΤΗ xyxy=(618,1364,827,1387)
event-time: Ώρες: 18:00-21:00 xyxy=(1142,1188,1222,1200)
event-item xyxy=(94,1603,342,1685)
organizer-label: Οργάνωση: xyxy=(618,744,674,756)
event-organizer xyxy=(1142,577,1390,624)
event-description: Επίσκεψη σε Δημοτικά Σχολεία του Δήμου από εκπροσώπους τεσσάρων συλλόγων της πόλης μας: Π.Σ. ΠΗΓΑΣΟΣ, Α.Π.Σ. ΔΙΟΜΗΔΗΣ, XANTHIRUNNERS, Ε.Ο.Σ. ΞΑΝΘΗΣ για ενημέρωση και συζήτηση με θέμα τα οφέλη της βιώσιμης μετακίνησης στην πόλη, της γυμναστικής και της άθλησης. xyxy=(356,1003,591,1085)
organizer-name: Μουσική Σχολή 'ANTONIS MOUSADES'. xyxy=(411,640,597,652)
event-item xyxy=(1142,1189,1390,1283)
event-title: ΕΚΘΕΣΗ ΖΩΓΡΑΦΙΚΗΣ ΠΑΙΔΙΩΝ xyxy=(880,834,1037,846)
event-title: ΠΑΡΟΥΣΙΑΣΗ ΒΑΣΙΚΗΣ ΥΠΟΣΤΗΡΙΞΗΣ ΖΩΗΣ (BLS) ΚΑΙ ΠΡΩΤΩΝ ΒΟΗΘΕΙΩΝ ΓΙΑ ΤΟΥΣ ΠΟΛΙΤΕΣ. xyxy=(880,1389,1128,1413)
event-organizer xyxy=(94,1574,342,1597)
event-organizer xyxy=(618,537,866,560)
organizer-name: ΧΟΡΩΔΙΑ ΚΑΠΗ ΔΗΜΟΥ ΑΒΔΗΡΩΝ xyxy=(411,576,576,588)
event-item xyxy=(618,1428,866,1510)
event-description: Εκπρόσωποι αθλητικών συλλόγων θα δίνουν πληροφορίες για την ιστορία των συλλόγων και τις δράσεις και εκδηλώσεις που οργανώνουν. xyxy=(1142,1223,1364,1259)
organizer-name: Ιστορικό Λαογραφικό Μουσείο Ξάνθης - Φ.Ε.Ξ. xyxy=(618,854,852,878)
event-title: ΠΕΡΙΠΑΤΟΙ ΑΠΟ ΤΗ ΓΕΦΥΡΑ ΠΟΤΑΜΟΥ ΚΟΣΥΝΘΟΥ ΕΩΣ ΤΟ ΜΟΥΣΕΙΟ ΤΗΣ Φ.Ε.Ξ. xyxy=(356,1125,560,1148)
event-item xyxy=(356,1700,604,1723)
event-description: Συγκροτήματα: ECLIPSE, THE REST, SOUNDBLAST. xyxy=(618,1387,858,1399)
event-organizer xyxy=(94,867,342,890)
event-organizer xyxy=(1142,1038,1390,1061)
event-description: Διαδρομή: Μ. Βόγδου, Βενιζέλου, Βλαχοπούλου, Μ. Ασίας, Μαραθώνος, Τραπεζούντος, Παπαφλέσσα, 28ης Οκτωβρίου, Κανάρη, Δράμας, Αβδήρων, Σερρών, Μπρακούμη, Κουγιουμτζόγλου, Μιχαήλ Καραολή, Βελισσαρίου, Κλεμανσώ, Νέστου, Πλάτωνος, Ταγματάρχου Σιμιτζοπούλου, 28ης Οκτωβρίου, Κεντρική πλατεία-ρολόι. xyxy=(356,1601,604,1683)
event-item xyxy=(356,1346,604,1451)
event-title: ΠΕΡΙΠΑΤΟΙ ΑΠΟ ΤΗ ΓΕΦΥΡΑ ΠΟΤΑΜΟΥ ΚΟΣΥΝΘΟΥ ΕΩΣ ΤΟ ΜΟΥΣΕΙΟ ΤΗΣ Φ.Ε.Ξ. xyxy=(618,784,822,807)
event-item xyxy=(618,1515,866,1655)
event-description: τη Κεντρική Πλατεία και μέσου επιλεγμένων διαδρομών, με την καθοδήγηση του Ε.Ο.Σ. Ξάνθης. xyxy=(356,490,604,513)
event-title: ΣΥΝΑΥΛΙΑ ΧΟΡΩΔΙΑΣ ΚΑΠΗ ΔΗΜΟΥ ΑΒΔΗΡΩΝ xyxy=(356,565,589,577)
